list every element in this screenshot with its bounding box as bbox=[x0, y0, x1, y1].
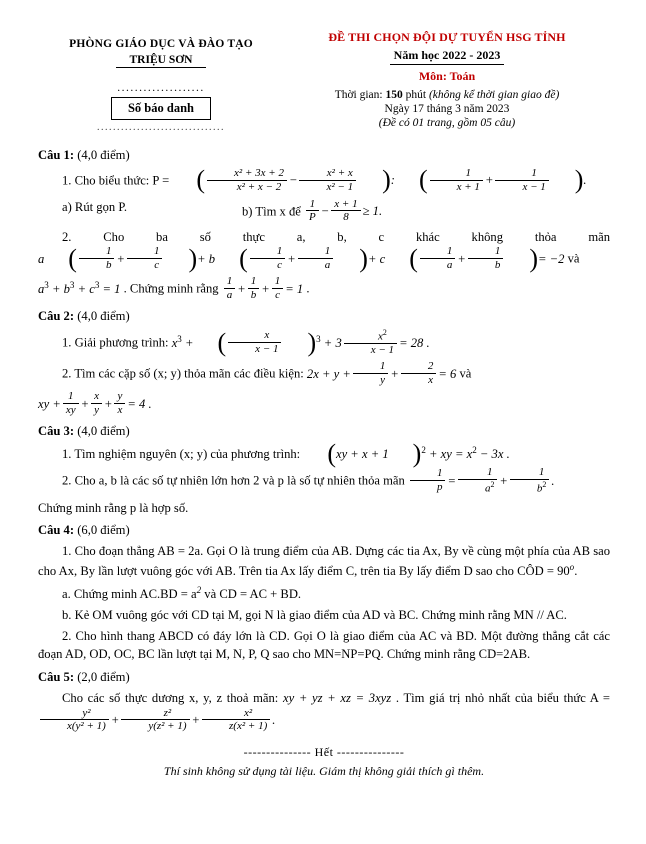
q3-item-2 bbox=[38, 467, 610, 496]
q1-item-b bbox=[242, 199, 610, 226]
q2-item-2 bbox=[38, 361, 610, 388]
question-1-heading bbox=[38, 147, 610, 165]
question-3-heading bbox=[38, 423, 610, 441]
header-left bbox=[38, 30, 284, 133]
footer-note: Thí sinh không sử dụng tài liệu. Giám thị không giải thích gì thêm. bbox=[163, 764, 485, 779]
q3-item-1-text: 1. Tìm nghiệm nguyên (x; y) của phương trình: bbox=[62, 447, 301, 462]
page-count-note: (Đề có 01 trang, gồm 05 câu) bbox=[378, 117, 516, 129]
question-5-heading bbox=[38, 669, 610, 687]
question-4-label: Câu 4: bbox=[38, 523, 75, 538]
q1-period: . bbox=[306, 281, 310, 296]
time-value: 150 bbox=[385, 89, 403, 101]
department-name-line2: TRIỆU SƠN bbox=[116, 54, 207, 68]
q1-conclusion-text: . Chứng minh rằng bbox=[123, 281, 219, 296]
header-right bbox=[284, 30, 610, 133]
question-5-points: (2,0 điểm) bbox=[77, 669, 130, 684]
question-1-points: (4,0 điểm) bbox=[77, 148, 130, 162]
dotted-line: .................... bbox=[117, 82, 205, 94]
q1-formula-concl: $\frac{1}{a}$ + $\frac{1}{b}$ + $\frac{1}{c}$ = 1 bbox=[222, 282, 307, 296]
q2-item-1-text: 1. Giải phương trình: bbox=[62, 335, 169, 350]
q5-expression-text: . Tìm giá trị nhỏ nhất của biểu thức A = bbox=[395, 690, 610, 705]
q1-item-2 bbox=[38, 229, 610, 274]
q2-item-2-cont bbox=[38, 391, 610, 418]
q1-and-1: và bbox=[567, 251, 580, 266]
question-5-label: Câu 5: bbox=[38, 669, 75, 684]
q1-formula-b: $\frac{1}{P}$ − $\frac{x + 1}{8}$ ≥ 1. bbox=[304, 204, 382, 218]
q3-item-2-cont: Chứng minh rằng p là hợp số. bbox=[38, 500, 189, 515]
q5-formula-condition: xy + yz + xz = 3xyz bbox=[282, 690, 392, 705]
document-header bbox=[38, 30, 610, 133]
q4-item-1b: b. Kẻ OM vuông góc với CD tại M, gọi N là giao điểm của AD và BC. Chứng minh rằng MN // AC. bbox=[62, 608, 567, 623]
q4-item-1: 1. Cho đoạn thẳng AB = 2a. Gọi O là trung điểm của AB. Dựng các tia Ax, By về cùng một phía của AB sao cho Ax, By lần lượt vuông góc với AB. Trên tia Ax lấy điểm C, trên tia By lấy điểm D sao cho CÔD = $90^o$. bbox=[38, 544, 610, 579]
question-4-points: (6,0 điểm) bbox=[77, 523, 130, 538]
exam-body bbox=[38, 147, 610, 781]
exam-date: Ngày 17 tháng 3 năm 2023 bbox=[384, 103, 510, 115]
time-line bbox=[284, 89, 610, 101]
subject-line: Môn: Toán bbox=[418, 69, 476, 83]
question-4-heading bbox=[38, 522, 610, 540]
q2-and: và bbox=[459, 366, 472, 381]
q1-ab-row bbox=[38, 199, 610, 226]
q4-a-square: 2 bbox=[196, 585, 202, 596]
q2-formula-2a: 2x + y + $\frac{1}{y}$ + $\frac{2}{x}$ = 6 bbox=[306, 360, 460, 387]
q2-item-2-text: 2. Tìm các cặp số (x; y) thỏa mãn các điều kiện: bbox=[62, 366, 304, 381]
q4-item-1a-text: a. Chứng minh AC.BD = a bbox=[62, 587, 197, 602]
q2-formula-2b: xy + $\frac{1}{xy}$ + $\frac{x}{y}$ + $\frac{y}{x}$ = 4 . bbox=[38, 390, 152, 416]
q3-formula-2: $\frac{1}{p}$ = $\frac{1}{a^2}$ + $\frac{1}{b^2}$ . bbox=[408, 474, 555, 488]
q5-condition-text: Cho các số thực dương x, y, z thoả mãn: bbox=[62, 690, 279, 705]
end-marker: --------------- Hết --------------- bbox=[243, 745, 405, 760]
q4-item-2: 2. Cho hình thang ABCD có đáy lớn là CD. Gọi O là giao điểm của AC và BD. Một đường thẳng cắt các đoạn AD, OD, OC, BC lần lượt tại M, N, P, Q sao cho MN=NP=PQ. Chứng minh rằng CD=2AB. bbox=[38, 629, 610, 661]
q1-item-1-text: 1. Cho biểu thức: P = bbox=[62, 173, 170, 188]
exam-page bbox=[38, 30, 610, 781]
q3-item-2-text: 2. Cho a, b là các số tự nhiên lớn hơn 2 và p là số tự nhiên thỏa mãn bbox=[62, 473, 405, 488]
q4-item-1a bbox=[38, 584, 610, 604]
q2-item-1 bbox=[38, 329, 610, 358]
exam-year: Năm học 2022 - 2023 bbox=[390, 48, 505, 65]
department-name-line1: PHÒNG GIÁO DỤC VÀ ĐÀO TẠO bbox=[69, 38, 253, 50]
exam-title: ĐỀ THI CHỌN ĐỘI DỰ TUYỂN HSG TỈNH bbox=[328, 30, 566, 44]
q1-formula-abc: a ( $\frac{1}{b}$ + $\frac{1}{c}$ )+ b ( $\frac{1}{c}$ + $\frac{1}{a}$ )+ c ( $\frac{1}{a}$ + $\frac{1}{b}$ )= −2 bbox=[38, 243, 568, 273]
q1-formula-P: ( $\frac{\text{x² + 3x + 2}}{\text{x² + x − 2}}$ − $\frac{\text{x² + x}}{\text{x² − 1}}$ ): ( $\frac{1}{x + 1}$ + $\frac{1}{x - 1}$ ). bbox=[196, 165, 587, 195]
q4-item-1-text: 1. Cho đoạn thẳng AB = 2a. Gọi O là trung điểm của AB. Dựng các tia Ax, By về cùng một phía của AB sao cho Ax, By lần lượt vuông góc với AB. Trên tia Ax lấy điểm C, trên tia By lấy điểm D sao cho CÔD = 90 bbox=[38, 544, 610, 579]
q1-item-1 bbox=[38, 165, 610, 195]
question-2-label: Câu 2: bbox=[38, 309, 75, 324]
q1-item-a: a) Rút gọn P. bbox=[62, 199, 128, 214]
q3-formula-1: (xy + x + 1 )$^2$ + xy = $x^2 - 3x$ . bbox=[327, 439, 510, 469]
time-prefix: Thời gian: bbox=[334, 89, 386, 101]
q1-formula-cubes: $a^3 + b^3 + c^3 = 1$ bbox=[38, 279, 121, 296]
question-3-points: (4,0 điểm) bbox=[77, 424, 130, 439]
q4-item-1a-tail: và CD = AC + BD. bbox=[201, 587, 302, 602]
q1-item-2-text: 2. Cho ba số thực a, b, c khác không thỏa mãn bbox=[62, 229, 610, 244]
q4-degree-symbol: o bbox=[569, 562, 575, 573]
q5-item-1 bbox=[38, 690, 610, 735]
q1-item-b-text: b) Tìm x để bbox=[242, 204, 301, 219]
question-3-label: Câu 3: bbox=[38, 424, 75, 439]
q1-item-2-cont bbox=[38, 276, 610, 303]
q2-formula-1: $x^3$ + ( $\frac{x}{x - 1}$ )$^3$ + 3 $\frac{x^2}{x - 1}$ = 28 . bbox=[171, 327, 430, 357]
question-2-points: (4,0 điểm) bbox=[77, 309, 130, 324]
candidate-number-blank: ................................ bbox=[97, 122, 225, 133]
question-1-label: Câu 1: bbox=[38, 148, 75, 162]
question-2-heading bbox=[38, 308, 610, 326]
q5-formula-A: $\frac{\text{y²}}{\text{x(y² + 1)}}$ + $\frac{\text{z²}}{\text{y(z² + 1)}}$ + $\frac{\text{x²}}{\text{z(x² + 1)}}$ . bbox=[38, 713, 275, 727]
time-suffix: phút bbox=[402, 89, 429, 101]
time-note: (không kể thời gian giao đề) bbox=[428, 89, 560, 101]
candidate-number-box: Số báo danh bbox=[111, 97, 211, 120]
q3-item-1 bbox=[38, 439, 610, 469]
